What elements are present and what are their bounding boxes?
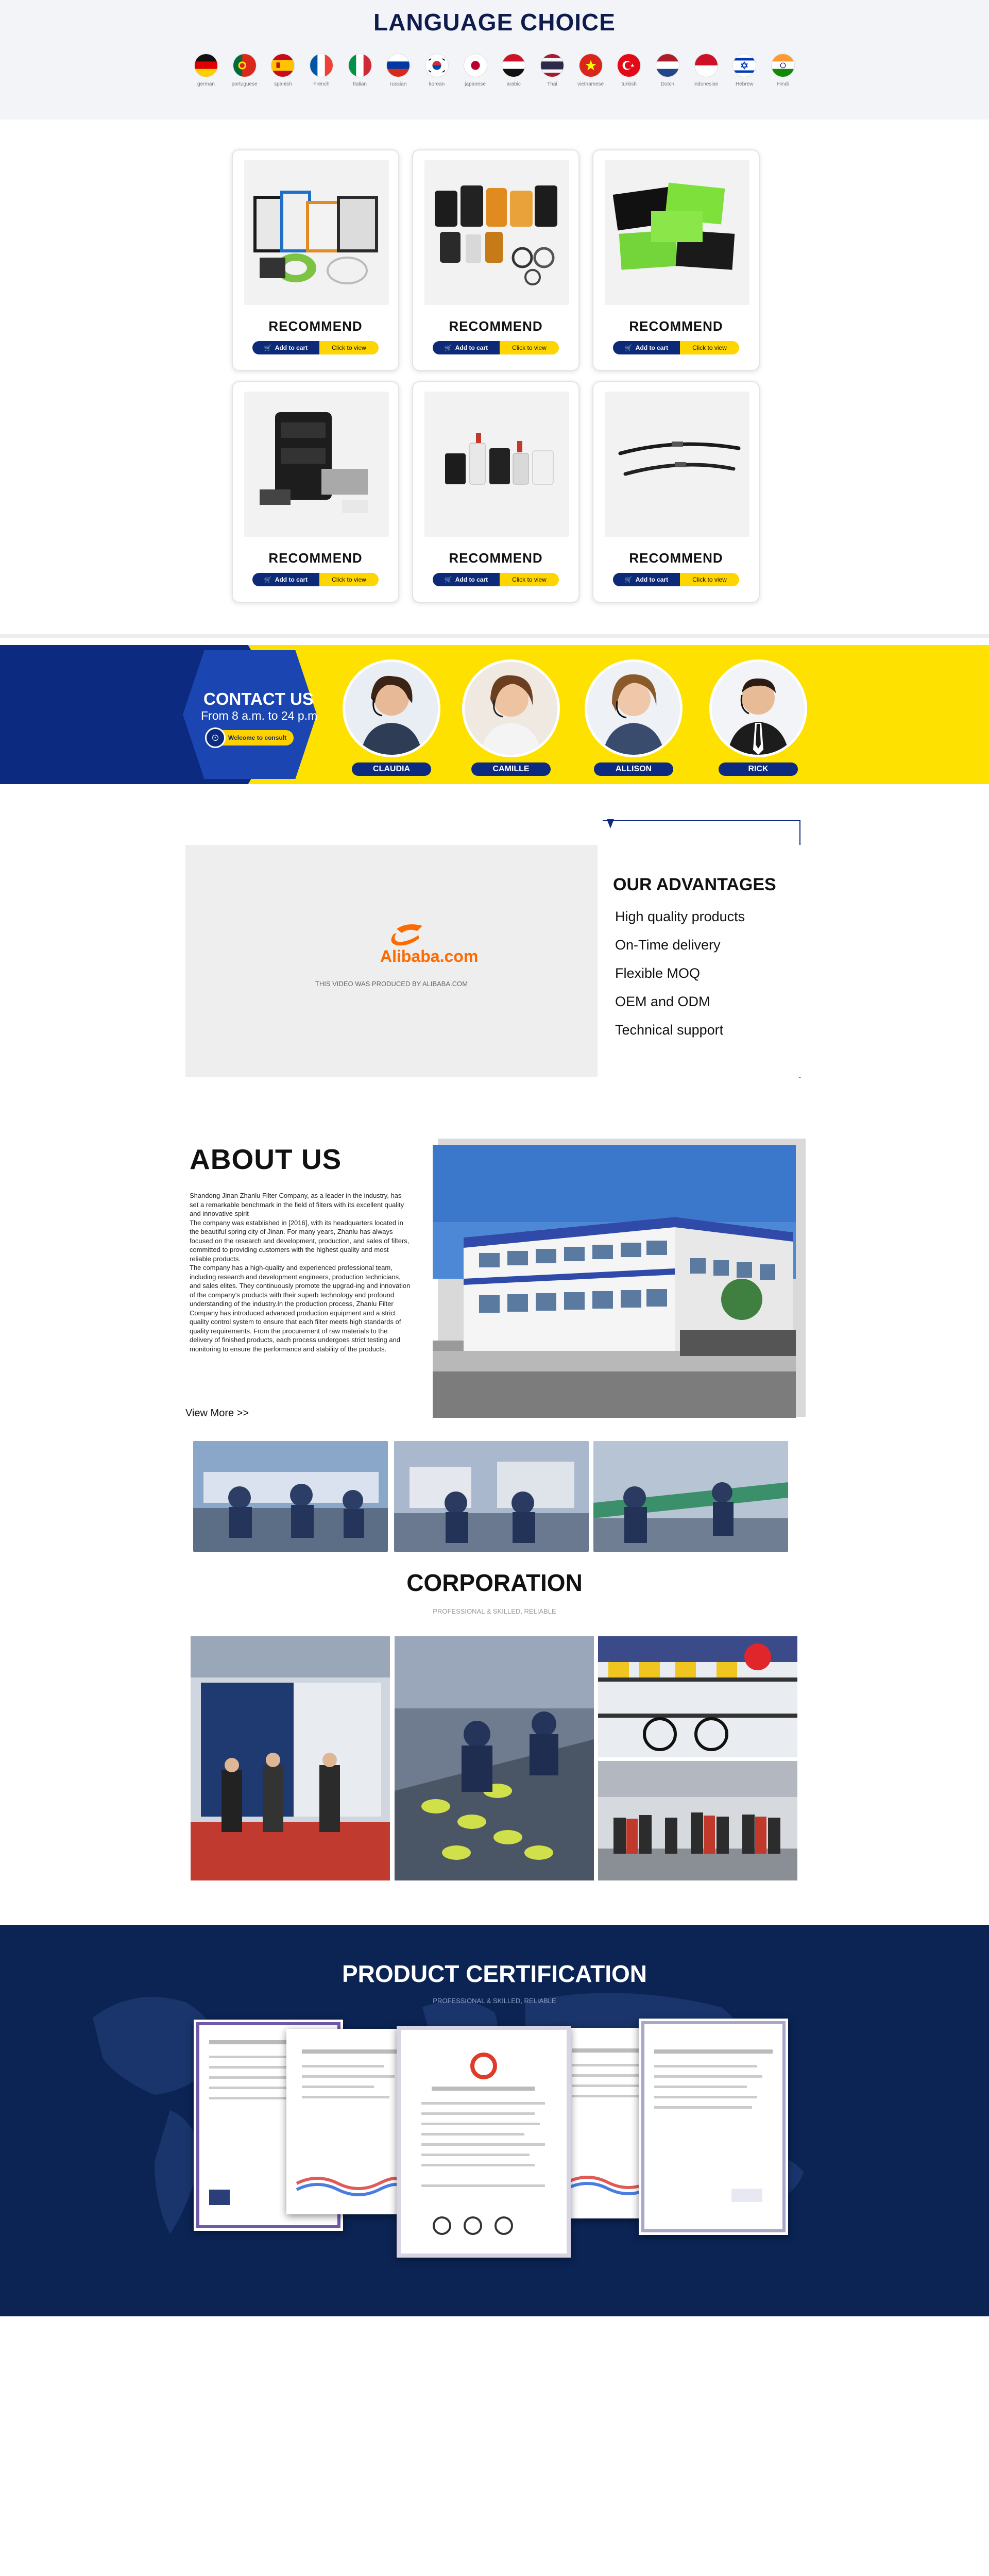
cart-icon: 🛒 bbox=[264, 576, 272, 583]
product-image[interactable] bbox=[605, 392, 749, 537]
language-item-thai[interactable] bbox=[537, 54, 568, 87]
agent-photo bbox=[462, 659, 560, 757]
language-item-italian[interactable] bbox=[345, 54, 376, 87]
product-card[interactable] bbox=[592, 149, 760, 371]
agent-camille[interactable] bbox=[462, 659, 560, 778]
add-to-cart-button[interactable]: 🛒 Add to cart bbox=[433, 573, 500, 586]
language-label: vietnamese bbox=[577, 81, 604, 87]
flag-japan-icon bbox=[464, 54, 487, 77]
cart-icon: 🛒 bbox=[624, 344, 633, 351]
language-item-portuguese[interactable] bbox=[229, 54, 260, 87]
about-paragraph: Shandong Jinan Zhanlu Filter Company, as a leader in the industry, has set a remarkable benchmark in the field of filters with its excellent quality and innovative spirit bbox=[190, 1192, 404, 1217]
product-image[interactable] bbox=[244, 392, 389, 537]
product-image[interactable] bbox=[424, 392, 569, 537]
language-item-arabic[interactable] bbox=[498, 54, 529, 87]
flag-arabic-icon bbox=[502, 54, 525, 77]
agent-name: CLAUDIA bbox=[352, 762, 431, 776]
language-item-russian[interactable] bbox=[383, 54, 414, 87]
flag-germany-icon bbox=[194, 54, 218, 77]
agent-rick[interactable] bbox=[709, 659, 807, 778]
clock-icon: ⏲ bbox=[205, 727, 226, 748]
language-label: portuguese bbox=[231, 81, 258, 87]
language-label: Dutch bbox=[660, 81, 674, 87]
flag-spain-icon bbox=[271, 54, 295, 77]
product-image[interactable] bbox=[424, 160, 569, 305]
flag-vietnam-icon bbox=[579, 54, 603, 77]
flag-russia-icon bbox=[386, 54, 410, 77]
agent-name: RICK bbox=[719, 762, 798, 776]
about-description bbox=[190, 1191, 412, 1353]
language-label: turkish bbox=[621, 81, 637, 87]
alibaba-logo-text: Alibaba.com bbox=[380, 947, 479, 965]
certificate-document[interactable] bbox=[286, 2029, 414, 2214]
flag-israel-icon bbox=[732, 54, 756, 77]
flag-korea-icon bbox=[425, 54, 449, 77]
corporation-subtitle: PROFESSIONAL & SKILLED, RELIABLE bbox=[433, 1607, 556, 1615]
advantages-title: OUR ADVANTAGES bbox=[613, 875, 776, 894]
add-to-cart-button[interactable]: 🛒 Add to cart bbox=[613, 341, 680, 354]
about-paragraph: The company was established in [2016], with its headquarters located in the beautiful spring city of Jinan. For many years, Zhanlu has always focused on the research and development, production, and sales of filters, committed to providing customers with the highest quality and most reliable products. bbox=[190, 1218, 410, 1263]
product-title: RECOMMEND bbox=[268, 550, 363, 566]
flag-portugal-icon bbox=[233, 54, 257, 77]
warehouse-shelves-photo bbox=[598, 1636, 797, 1757]
flag-france-icon bbox=[310, 54, 333, 77]
advantages-panel bbox=[598, 845, 800, 1077]
agent-name: CAMILLE bbox=[471, 762, 551, 776]
flag-italy-icon bbox=[348, 54, 372, 77]
language-list bbox=[191, 54, 798, 87]
advantages-list bbox=[615, 908, 745, 1049]
add-to-cart-button[interactable]: 🛒 Add to cart bbox=[252, 341, 319, 354]
section-divider bbox=[0, 634, 989, 638]
language-item-japanese[interactable] bbox=[460, 54, 491, 87]
ce-certificate-document[interactable] bbox=[397, 2026, 571, 2258]
product-grid bbox=[232, 149, 760, 603]
language-title: LANGUAGE CHOICE bbox=[373, 9, 616, 36]
agent-allison[interactable] bbox=[585, 659, 683, 778]
advantage-item: Technical support bbox=[615, 1022, 724, 1038]
about-title: ABOUT US bbox=[190, 1143, 342, 1175]
workshop-photo bbox=[593, 1441, 788, 1552]
language-item-hebrew[interactable] bbox=[729, 54, 760, 87]
add-to-cart-button[interactable]: 🛒 Add to cart bbox=[613, 573, 680, 586]
video-caption: THIS VIDEO WAS PRODUCED BY ALIBABA.COM bbox=[315, 980, 468, 988]
language-label: russian bbox=[390, 81, 407, 87]
corporation-title: CORPORATION bbox=[406, 1569, 583, 1596]
language-item-turkish[interactable] bbox=[613, 54, 644, 87]
cart-icon: 🛒 bbox=[444, 576, 452, 583]
click-to-view-button[interactable]: Click to view bbox=[319, 573, 379, 586]
product-card[interactable] bbox=[412, 381, 579, 603]
click-to-view-button[interactable]: Click to view bbox=[319, 341, 379, 354]
product-image[interactable] bbox=[605, 160, 749, 305]
cart-icon: 🛒 bbox=[624, 576, 633, 583]
flag-india-icon bbox=[771, 54, 795, 77]
language-label: indonesian bbox=[693, 81, 719, 87]
language-item-korean[interactable] bbox=[421, 54, 452, 87]
click-to-view-button[interactable]: Click to view bbox=[680, 341, 739, 354]
view-more-link[interactable]: View More >> bbox=[185, 1408, 249, 1419]
factory-building-photo bbox=[433, 1145, 796, 1418]
product-title: RECOMMEND bbox=[449, 318, 543, 334]
advantage-item: High quality products bbox=[615, 909, 745, 924]
language-item-indonesian[interactable] bbox=[691, 54, 722, 87]
exhibition-booth-photo bbox=[191, 1636, 390, 1880]
product-card[interactable] bbox=[592, 381, 760, 603]
language-item-vietnamese[interactable] bbox=[575, 54, 606, 87]
language-item-hindi[interactable] bbox=[768, 54, 798, 87]
flag-indonesia-icon bbox=[694, 54, 718, 77]
advantage-item: Flexible MOQ bbox=[615, 965, 701, 981]
language-label: german bbox=[197, 81, 215, 87]
product-image[interactable] bbox=[244, 160, 389, 305]
certificate-document[interactable] bbox=[639, 2019, 788, 2235]
product-card[interactable] bbox=[232, 381, 399, 603]
click-to-view-button[interactable]: Click to view bbox=[680, 573, 739, 586]
production-line-photo bbox=[395, 1636, 594, 1880]
language-label: Thai bbox=[547, 81, 557, 87]
certification-section bbox=[0, 1925, 989, 2316]
certification-title: PRODUCT CERTIFICATION bbox=[342, 1960, 647, 1987]
advantage-item: On-Time delivery bbox=[615, 937, 721, 953]
agent-photo bbox=[709, 659, 807, 757]
contact-hours: From 8 a.m. to 24 p.m bbox=[201, 709, 318, 722]
flag-netherlands-icon bbox=[656, 54, 679, 77]
agent-name: ALLISON bbox=[594, 762, 673, 776]
flag-turkey-icon bbox=[617, 54, 641, 77]
language-label: Hebrew bbox=[735, 81, 754, 87]
language-label: spanish bbox=[274, 81, 292, 87]
certification-subtitle: PROFESSIONAL & SKILLED, RELIABLE bbox=[433, 1997, 556, 2005]
language-label: French bbox=[313, 81, 330, 87]
advantage-item: OEM and ODM bbox=[615, 994, 710, 1009]
language-label: korean bbox=[429, 81, 445, 87]
team-group-photo bbox=[598, 1761, 797, 1880]
agent-claudia[interactable] bbox=[343, 659, 440, 778]
product-card[interactable] bbox=[232, 149, 399, 371]
language-label: arabic bbox=[506, 81, 521, 87]
cart-icon: 🛒 bbox=[264, 344, 272, 351]
about-paragraph: The company has a high-quality and experienced professional team, including research and development engineers, production technicians, and sales elites. They continuously promote the upgrad-ing and innovation of the company's products with their superb technology and profound understanding of the industry.In the production process, Zhanlu Filter Company has introduced advanced production equipment and a strict quality control system to ensure that each filter meets high standards of quality requirements. From the procurement of raw materials to the delivery of finished products, each process undergoes strict testing and monitoring to ensure the performance and stability of the products. bbox=[190, 1264, 411, 1353]
product-title: RECOMMEND bbox=[629, 550, 723, 566]
contact-title: CONTACT US bbox=[203, 689, 314, 708]
click-to-view-button[interactable]: Click to view bbox=[500, 341, 559, 354]
language-label: Italian bbox=[353, 81, 367, 87]
contact-banner bbox=[0, 645, 989, 784]
product-title: RECOMMEND bbox=[629, 318, 723, 334]
product-title: RECOMMEND bbox=[268, 318, 363, 334]
agent-photo bbox=[343, 659, 440, 757]
language-item-dutch[interactable] bbox=[652, 54, 683, 87]
product-title: RECOMMEND bbox=[449, 550, 543, 566]
company-video[interactable] bbox=[185, 845, 598, 1077]
language-item-spanish[interactable] bbox=[267, 54, 298, 87]
arrow-down-icon bbox=[607, 819, 614, 828]
add-to-cart-button[interactable]: 🛒 Add to cart bbox=[252, 573, 319, 586]
welcome-consult-button[interactable]: Welcome to consult bbox=[209, 730, 294, 745]
add-to-cart-button[interactable]: 🛒 Add to cart bbox=[433, 341, 500, 354]
workshop-photo bbox=[193, 1441, 388, 1552]
cart-icon: 🛒 bbox=[444, 344, 452, 351]
language-label: japanese bbox=[465, 81, 486, 87]
workshop-photo bbox=[394, 1441, 589, 1552]
agent-photo bbox=[585, 659, 683, 757]
language-item-french[interactable] bbox=[306, 54, 337, 87]
language-section bbox=[0, 0, 989, 120]
language-label: Hindi bbox=[777, 81, 789, 87]
language-item-german[interactable] bbox=[191, 54, 221, 87]
alibaba-logo-icon bbox=[376, 920, 489, 971]
flag-thailand-icon bbox=[540, 54, 564, 77]
product-card[interactable] bbox=[412, 149, 579, 371]
click-to-view-button[interactable]: Click to view bbox=[500, 573, 559, 586]
